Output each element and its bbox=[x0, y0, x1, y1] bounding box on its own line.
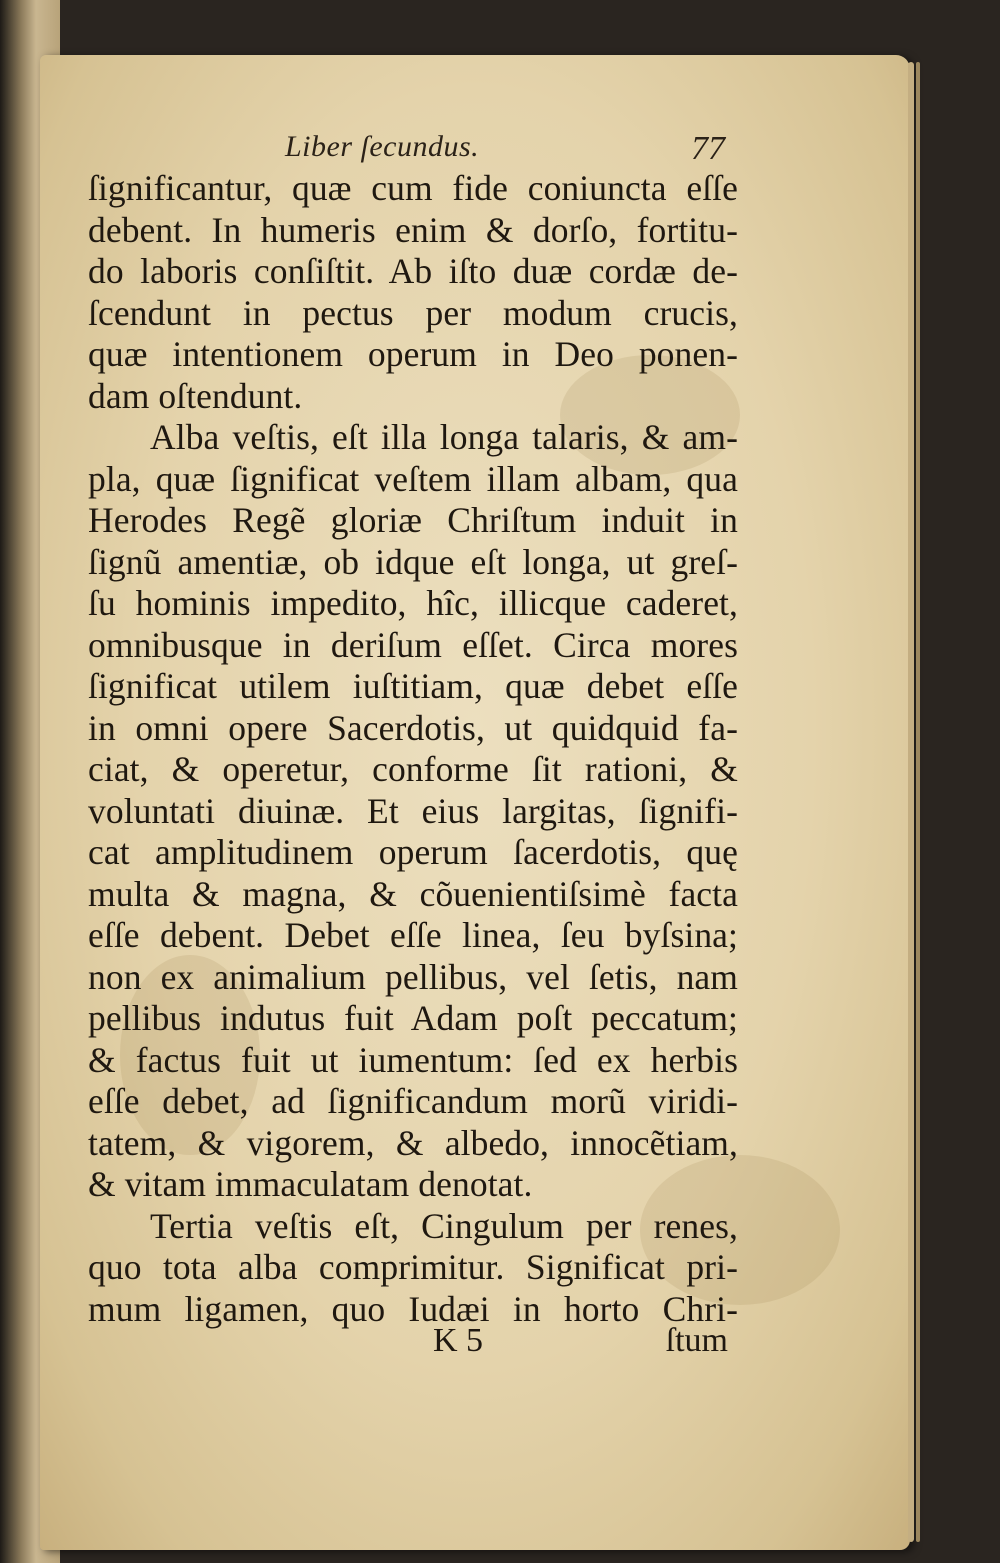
text-line: ſignũ amentiæ, ob idque eſt longa, ut greſ- bbox=[88, 541, 738, 582]
page-edge bbox=[916, 62, 920, 1542]
page-number: 77 bbox=[691, 130, 725, 167]
catchword: ſtum bbox=[665, 1322, 728, 1359]
text-line: non ex animalium pellibus, vel ſetis, nam bbox=[88, 956, 738, 997]
signature-mark: K 5 bbox=[433, 1322, 484, 1359]
text-line: ſu hominis impedito, hîc, illicque caderet, bbox=[88, 583, 738, 623]
text-line: debent. In humeris enim & dorſo, fortitu- bbox=[88, 209, 738, 250]
text-line: ciat, & operetur, conforme ſit rationi, & bbox=[88, 749, 738, 789]
text-line: in omni opere Sacerdotis, ut quidquid fa- bbox=[88, 707, 738, 748]
text-line: & factus fuit ut iumentum: ſed ex herbis bbox=[88, 1039, 738, 1080]
text-line: pellibus indutus fuit Adam poſt peccatum; bbox=[88, 998, 738, 1038]
text-line: pla, quæ ſignificat veſtem illam albam, qua bbox=[88, 458, 738, 499]
text-line: quo tota alba comprimitur. Significat pri- bbox=[88, 1247, 738, 1287]
text-line: Herodes Regẽ gloriæ Chriſtum induit in bbox=[88, 500, 738, 540]
text-line: ſcendunt in pectus per modum crucis, bbox=[88, 292, 738, 333]
page-footer bbox=[88, 1322, 738, 1364]
text-line: Alba veſtis, eſt illa longa talaris, & am- bbox=[150, 417, 738, 457]
text-line: multa & magna, & cõuenientiſsimè facta bbox=[88, 873, 738, 914]
text-line: quæ intentionem operum in Deo ponen- bbox=[88, 334, 738, 374]
text-line: ſignificat utilem iuſtitiam, quæ debet eſſe bbox=[88, 666, 738, 706]
text-line: & vitam immaculatam denotat. bbox=[88, 1164, 533, 1204]
text-line: mum ligamen, quo Iudæi in horto Chri- bbox=[88, 1288, 738, 1329]
text-line: tatem, & vigorem, & albedo, innocẽtiam, bbox=[88, 1122, 738, 1163]
text-line: omnibusque in deriſum eſſet. Circa mores bbox=[88, 624, 738, 665]
text-line: voluntati diuinæ. Et eius largitas, ſignifi- bbox=[88, 790, 738, 831]
text-line: dam oſtendunt. bbox=[88, 375, 303, 416]
page-header bbox=[285, 130, 745, 170]
text-line: do laboris conſiſtit. Ab iſto duæ cordæ de- bbox=[88, 251, 738, 291]
text-line: eſſe debet, ad ſignificandum morũ viridi- bbox=[88, 1081, 738, 1121]
running-title: Liber ſecundus. bbox=[285, 130, 480, 163]
text-line: cat amplitudinem operum ſacerdotis, quę bbox=[88, 832, 738, 872]
body-text bbox=[88, 168, 738, 1330]
text-line: ſignificantur, quæ cum fide coniuncta eſſe bbox=[88, 168, 738, 208]
text-line: Tertia veſtis eſt, Cingulum per renes, bbox=[150, 1205, 738, 1246]
text-line: eſſe debent. Debet eſſe linea, ſeu byſsina; bbox=[88, 915, 738, 955]
page-edge bbox=[908, 62, 914, 1542]
